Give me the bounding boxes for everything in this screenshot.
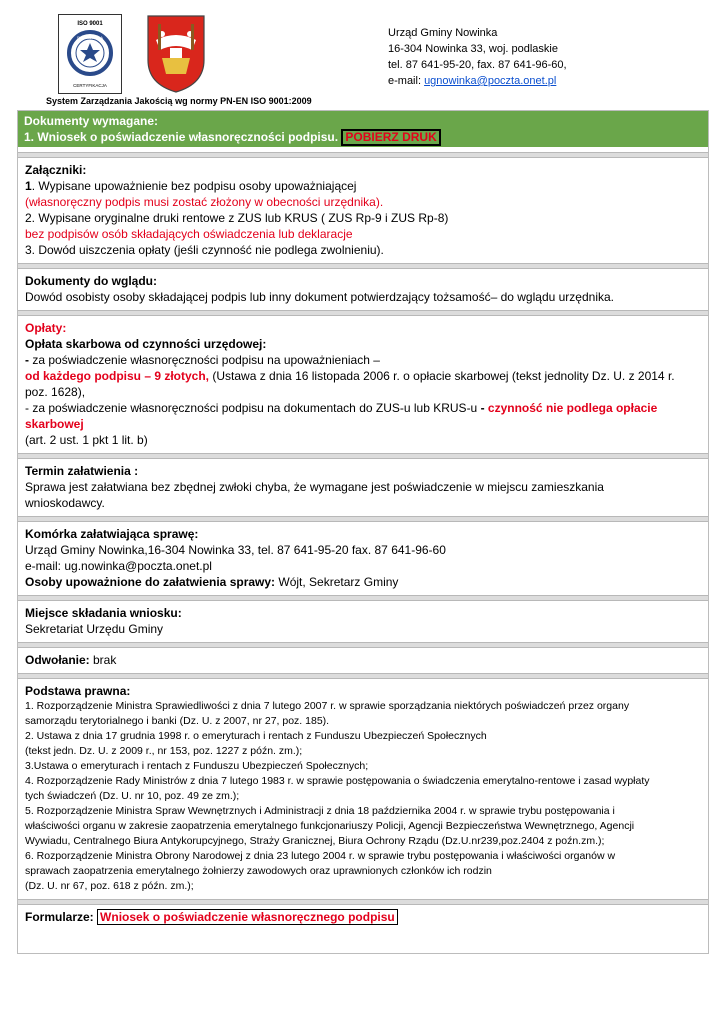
legal-line: tych świadczeń (Dz. U. nr 10, poz. 49 ze zm.);: [25, 790, 240, 802]
unit-email: e-mail: ug.nowinka@poczta.onet.pl: [25, 559, 212, 573]
section-divider: [18, 263, 708, 269]
legal-line: 3.Ustawa o emeryturach i rentach z Funduszu Ubezpieczeń Społecznych;: [25, 760, 369, 772]
fee-1-text: za poświadczenie własnoręczności podpisu na upoważnieniach –: [32, 353, 380, 367]
inspection-text: Dowód osobisty osoby składającej podpis lub inny dokument potwierdzający tożsamość– do wglądu urzędnika.: [25, 290, 614, 304]
section-divider: [18, 642, 708, 648]
fee-1-amount: od każdego podpisu – 9 złotych,: [25, 369, 210, 383]
attachments-heading: Załączniki:: [25, 163, 87, 177]
deadline-heading: Termin załatwienia :: [25, 464, 139, 478]
procedure-card: [17, 110, 709, 954]
inspection-heading: Dokumenty do wglądu:: [25, 274, 157, 288]
place-heading: Miejsce składania wniosku:: [25, 606, 182, 620]
email-link[interactable]: ugnowinka@poczta.onet.pl: [424, 75, 557, 87]
office-address: [388, 25, 567, 89]
required-item-1: 1. Wniosek o poświadczenie własnoręczności podpisu.: [24, 130, 339, 144]
section-divider: [18, 595, 708, 601]
unit-section: [18, 526, 708, 590]
fee-2-dash: -: [480, 401, 488, 415]
nowinka-coat-of-arms: [142, 12, 210, 94]
legal-line: (Dz. U. nr 67, poz. 618 z późn. zm.);: [25, 880, 194, 892]
legal-line: 1. Rozporządzenie Ministra Sprawiedliwości z dnia 7 lutego 2007 r. w sprawie sporządzania niektórych poświadczeń przez organy: [25, 700, 630, 712]
persons-value: Wójt, Sekretarz Gminy: [275, 575, 399, 589]
appeal-section: [18, 652, 708, 668]
legal-line: sprawach zaopatrzenia emerytalnego żołnierzy zawodowych oraz uprawnionych członków ich rodzin: [25, 865, 492, 877]
appeal-value: brak: [89, 653, 117, 667]
section-divider: [18, 899, 708, 905]
download-form-button[interactable]: POBIERZ DRUK: [341, 129, 440, 146]
forms-label: Formularze:: [25, 910, 94, 924]
deadline-section: [18, 463, 708, 511]
unit-heading: Komórka załatwiająca sprawę:: [25, 527, 199, 541]
address-line-1: Urząd Gminy Nowinka: [388, 27, 498, 39]
deadline-text-1: Sprawa jest załatwiana bez zbędnej zwłoki chyba, że wymagane jest poświadczenie w miejscu zamieszkania: [25, 480, 604, 494]
quality-system-caption: System Zarządzania Jakością wg normy PN-EN ISO 9001:2009: [46, 96, 312, 106]
attachment-3-text: 3. Dowód uiszczenia opłaty (jeśli czynność nie podlega zwolnieniu).: [25, 243, 384, 257]
fees-heading: Opłaty:: [25, 321, 67, 335]
deadline-text-2: wnioskodawcy.: [25, 496, 105, 510]
fee-1-dash: -: [25, 353, 33, 367]
required-documents-heading: Dokumenty wymagane:: [24, 114, 159, 128]
fee-2-exemption-cont: skarbowej: [25, 417, 84, 431]
iso-logo-top-text: ISO 9001: [77, 21, 103, 27]
legal-line: 6. Rozporządzenie Ministra Obrony Narodowej z dnia 23 lutego 2004 r. w sprawie trybu postępowania i właściwości organów w: [25, 850, 616, 862]
section-divider: [18, 152, 708, 158]
fee-2-exemption: czynność nie podlega opłacie: [487, 401, 658, 415]
fee-2-article: (art. 2 ust. 1 pkt 1 lit. b): [25, 433, 148, 447]
attachment-1-text: . Wypisane upoważnienie bez podpisu osoby upoważniającej: [31, 179, 357, 193]
section-divider: [18, 673, 708, 679]
attachment-2-note: bez podpisów osób składających oświadczenia lub deklaracje: [25, 227, 353, 241]
section-divider: [18, 453, 708, 459]
address-line-3: tel. 87 641-95-20, fax. 87 641-96-60,: [388, 59, 567, 71]
iso-logo-bottom-text: CERTYFIKACJA: [73, 83, 107, 88]
email-label: e-mail:: [388, 75, 425, 87]
fee-1-legal-basis: (Ustawa z dnia 16 listopada 2006 r. o opłacie skarbowej (tekst jednolity Dz. U. z 2014 r.: [209, 369, 675, 383]
place-section: [18, 605, 708, 637]
legal-line: samorządu terytorialnego i banki (Dz. U. z 2007, nr 27, poz. 185).: [25, 715, 330, 727]
iso-9001-certification-logo: [58, 14, 122, 94]
section-divider: [18, 516, 708, 522]
fees-section: [18, 320, 708, 448]
required-documents-header: [18, 111, 708, 147]
persons-label: Osoby upoważnione do załatwienia sprawy:: [25, 575, 276, 589]
attachment-1-note: (własnoręczny podpis musi zostać złożony w obecności urzędnika).: [25, 195, 384, 209]
inspection-section: [18, 273, 708, 305]
forms-section: [18, 909, 708, 925]
legal-line: (tekst jedn. Dz. U. z 2009 r., nr 153, poz. 1227 z późn. zm.);: [25, 745, 303, 757]
legal-line: 4. Rozporządzenie Rady Ministrów z dnia 7 lutego 1983 r. w sprawie postępowania o świadczenia emerytalno-rentowe i zasad wypłaty: [25, 775, 650, 787]
legal-section: [18, 683, 708, 894]
attachment-2-text: 2. Wypisane oryginalne druki rentowe z ZUS lub KRUS ( ZUS Rp-9 i ZUS Rp-8): [25, 211, 449, 225]
legal-line: Wywiadu, Centralnego Biura Antykorupcyjnego, Straży Granicznej, Biura Ochrony Rządu (Dz.U.nr239,poz.2404 z poźn.zm.);: [25, 835, 605, 847]
legal-line: właściwości organu w zakresie zaopatrzenia emerytalnego funkcjonariuszy Policji, Agencji Bezpieczeństwa Wewnętrznego, Agencji: [25, 820, 635, 832]
attachments-section: [18, 162, 708, 258]
form-download-link[interactable]: Wniosek o poświadczenie własnoręcznego podpisu: [97, 909, 398, 925]
fee-2-text: - za poświadczenie własnoręczności podpisu na dokumentach do ZUS-u lub KRUS-u: [25, 401, 481, 415]
appeal-label: Odwołanie:: [25, 653, 90, 667]
address-line-2: 16-304 Nowinka 33, woj. podlaskie: [388, 43, 558, 55]
fees-subheading: Opłata skarbowa od czynności urzędowej:: [25, 337, 267, 351]
address-email-line: [388, 73, 567, 89]
unit-address: Urząd Gminy Nowinka,16-304 Nowinka 33, tel. 87 641-95-20 fax. 87 641-96-60: [25, 543, 446, 557]
legal-line: 2. Ustawa z dnia 17 grudnia 1998 r. o emeryturach i rentach z Funduszu Ubezpieczeń Społecznych: [25, 730, 487, 742]
legal-line: 5. Rozporządzenie Ministra Spraw Wewnętrznych i Administracji z dnia 18 października 2004 r. w sprawie trybu postępowania i: [25, 805, 615, 817]
section-divider: [18, 310, 708, 316]
iso-logo-ring-text: POLSKA IZBA: [77, 35, 103, 40]
attachment-1-number: 1: [25, 179, 32, 193]
fee-1-legal-basis-cont: poz. 1628),: [25, 385, 86, 399]
legal-heading: Podstawa prawna:: [25, 684, 131, 698]
place-text: Sekretariat Urzędu Gminy: [25, 622, 164, 636]
